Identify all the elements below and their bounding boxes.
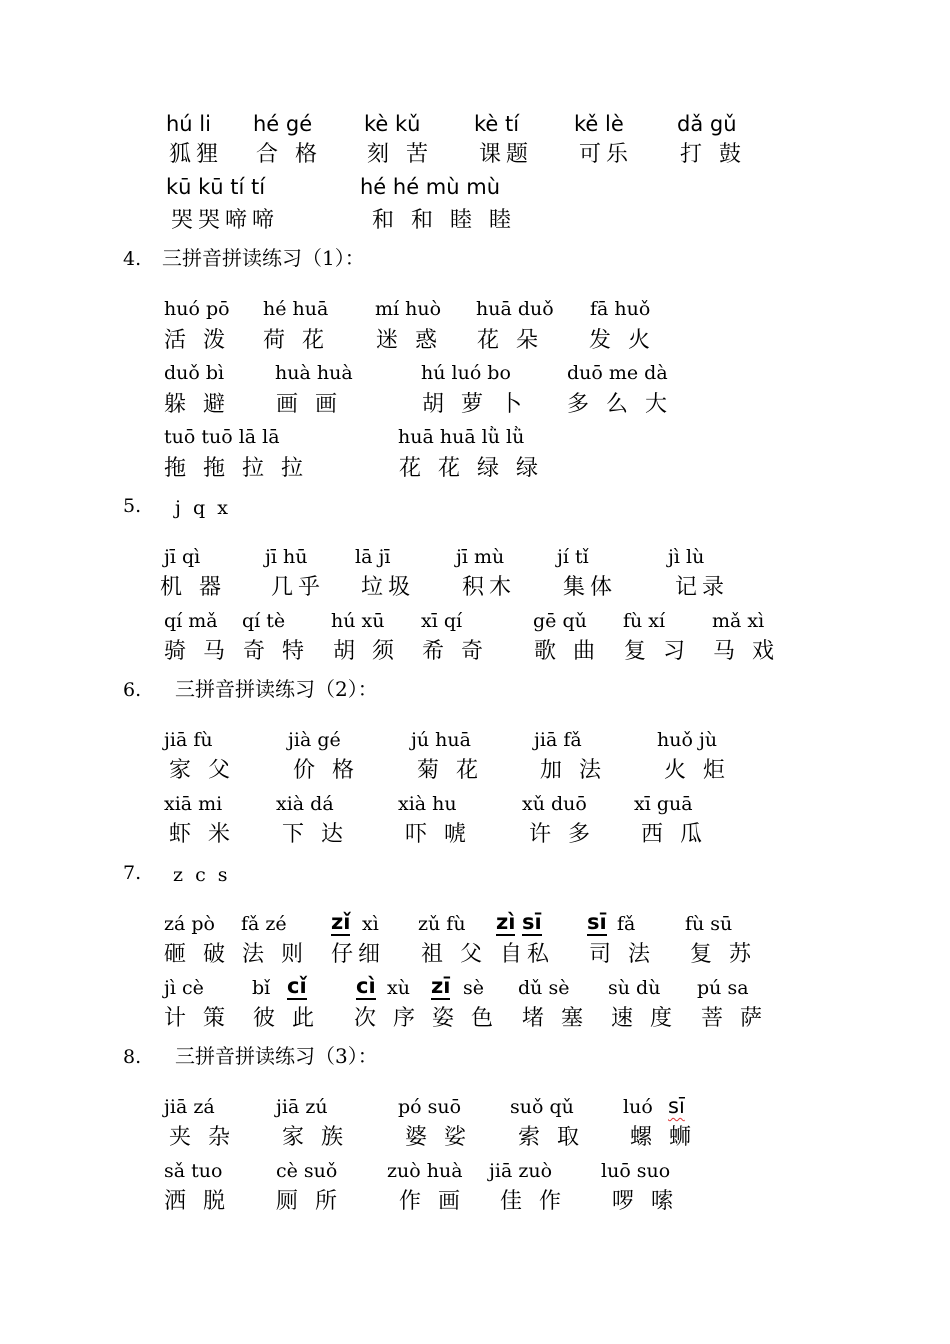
pinyin-underlined: sī xyxy=(522,910,542,934)
hanzi: 夹 杂 xyxy=(169,1125,235,1150)
pinyin: kū kū tí tí xyxy=(166,175,266,199)
hanzi: 姿 色 xyxy=(432,1006,498,1031)
hanzi: 仔细 xyxy=(331,942,386,967)
hanzi: 活 泼 xyxy=(164,328,230,353)
hanzi: 垃圾 xyxy=(361,575,416,600)
hanzi: 机 器 xyxy=(160,575,226,600)
hanzi: 堵 塞 xyxy=(522,1006,588,1031)
pinyin: xī qí xyxy=(421,610,463,632)
section-number: 8. xyxy=(123,1046,142,1068)
pinyin: huā duǒ xyxy=(476,298,554,320)
pinyin-underlined: cǐ xyxy=(287,974,307,998)
hanzi: 加 法 xyxy=(540,758,606,783)
pinyin: bǐ xyxy=(252,977,271,999)
pinyin: jià gé xyxy=(288,729,341,751)
pinyin-marked: sī xyxy=(668,1094,685,1118)
pinyin: huó pō xyxy=(164,298,230,320)
hanzi: 迷 惑 xyxy=(376,328,442,353)
pinyin: jī qì xyxy=(164,546,201,568)
hanzi: 螺 蛳 xyxy=(630,1125,696,1150)
pinyin: qí mǎ xyxy=(164,610,218,632)
pinyin: xǔ duō xyxy=(522,793,587,815)
pinyin: pó suō xyxy=(398,1096,462,1118)
hanzi: 合 格 xyxy=(256,142,322,167)
pinyin: hé gé xyxy=(253,112,313,136)
pinyin: hé huā xyxy=(263,298,329,320)
hanzi: 速 度 xyxy=(611,1006,677,1031)
pinyin-underlined: sī xyxy=(587,910,607,934)
hanzi: 火 炬 xyxy=(664,758,730,783)
section-title: 三拼音拼读练习（2）： xyxy=(175,677,378,701)
hanzi: 希 奇 xyxy=(422,639,488,664)
pinyin: xī guā xyxy=(634,793,693,815)
hanzi: 和 和 睦 睦 xyxy=(372,208,516,233)
section-number: 7. xyxy=(123,862,142,884)
hanzi: 骑 马 xyxy=(164,639,230,664)
hanzi: 多 么 大 xyxy=(567,392,672,417)
pinyin: dǎ gǔ xyxy=(677,112,737,136)
hanzi: 菊 花 xyxy=(417,758,483,783)
pinyin: zuò huà xyxy=(387,1160,463,1182)
hanzi: 祖 父 xyxy=(421,942,487,967)
pinyin: fǎ xyxy=(617,913,636,935)
hanzi: 次 序 xyxy=(354,1006,420,1031)
hanzi: 狐狸 xyxy=(169,142,224,167)
pinyin: fā huǒ xyxy=(590,298,651,320)
hanzi: 胡 须 xyxy=(333,639,399,664)
pinyin: fǎ zé xyxy=(241,913,287,935)
hanzi: 自私 xyxy=(500,942,555,967)
hanzi: 婆 娑 xyxy=(405,1125,471,1150)
hanzi: 家 父 xyxy=(169,758,235,783)
pinyin: kě lè xyxy=(574,112,624,136)
hanzi: 发 火 xyxy=(589,328,655,353)
hanzi: 花 朵 xyxy=(477,328,543,353)
pinyin: jú huā xyxy=(411,729,471,751)
pinyin-underlined: zǐ xyxy=(331,910,351,934)
hanzi: 可乐 xyxy=(579,142,634,167)
hanzi: 马 戏 xyxy=(713,639,779,664)
hanzi: 课题 xyxy=(479,142,534,167)
pinyin: xù xyxy=(387,977,410,999)
pinyin: duǒ bì xyxy=(164,362,225,384)
hanzi: 司 法 xyxy=(589,942,655,967)
pinyin: xì xyxy=(362,913,379,935)
hanzi: 菩 萨 xyxy=(701,1006,767,1031)
hanzi: 许 多 xyxy=(529,822,595,847)
pinyin: huā huā lǜ lǜ xyxy=(398,426,525,448)
pinyin: zá pò xyxy=(164,913,215,935)
section-title: z c s xyxy=(173,864,228,886)
hanzi: 记录 xyxy=(675,575,730,600)
pinyin: sǎ tuo xyxy=(164,1160,223,1182)
pinyin: jiā zuò xyxy=(489,1160,553,1182)
pinyin: mǎ xì xyxy=(712,610,765,632)
section-title: 三拼音拼读练习（3）： xyxy=(175,1044,378,1068)
pinyin: jì cè xyxy=(164,977,204,999)
hanzi: 啰 嗦 xyxy=(612,1189,678,1214)
hanzi: 奇 特 xyxy=(243,639,309,664)
pinyin: hú li xyxy=(166,112,211,136)
hanzi: 花 花 绿 绿 xyxy=(399,456,543,481)
pinyin: hú luó bo xyxy=(421,362,511,384)
pinyin: duō me dà xyxy=(567,362,668,384)
pinyin-underlined: zī xyxy=(431,974,451,998)
pinyin: jì lù xyxy=(668,546,705,568)
pinyin: cè suǒ xyxy=(276,1160,338,1182)
pinyin: hé hé mù mù xyxy=(360,175,501,199)
hanzi: 砸 破 xyxy=(164,942,230,967)
section-number: 5. xyxy=(123,495,142,517)
pinyin: lā jī xyxy=(355,546,391,568)
section-number: 6. xyxy=(123,679,142,701)
hanzi: 打 鼓 xyxy=(680,142,746,167)
pinyin: pú sa xyxy=(697,977,749,999)
hanzi: 荷 花 xyxy=(263,328,329,353)
hanzi: 法 则 xyxy=(242,942,308,967)
hanzi: 洒 脱 xyxy=(164,1189,230,1214)
hanzi: 积木 xyxy=(462,575,517,600)
pinyin: jí tǐ xyxy=(557,546,589,568)
pinyin: tuō tuō lā lā xyxy=(164,426,280,448)
pinyin: jī hū xyxy=(265,546,308,568)
hanzi: 躲 避 xyxy=(164,392,230,417)
hanzi: 歌 曲 xyxy=(534,639,600,664)
hanzi: 刻 苦 xyxy=(367,142,433,167)
pinyin: jiā zá xyxy=(164,1096,215,1118)
pinyin: sù dù xyxy=(608,977,661,999)
hanzi: 胡 萝 卜 xyxy=(422,392,527,417)
hanzi: 复 习 xyxy=(624,639,690,664)
pinyin: gē qǔ xyxy=(533,610,587,632)
hanzi: 西 瓜 xyxy=(641,822,707,847)
pinyin: jiā fù xyxy=(164,729,213,751)
pinyin: kè kǔ xyxy=(364,112,421,136)
hanzi: 作 画 xyxy=(399,1189,465,1214)
hanzi: 拖 拖 拉 拉 xyxy=(164,456,308,481)
section-number: 4. xyxy=(123,248,142,270)
pinyin: huà huà xyxy=(275,362,353,384)
hanzi: 虾 米 xyxy=(169,822,235,847)
pinyin: luó xyxy=(623,1096,653,1118)
hanzi: 佳 作 xyxy=(500,1189,566,1214)
hanzi: 集体 xyxy=(563,575,618,600)
pinyin: fù sū xyxy=(685,913,733,935)
hanzi: 复 苏 xyxy=(690,942,756,967)
pinyin: luō suo xyxy=(601,1160,671,1182)
hanzi: 几乎 xyxy=(271,575,326,600)
pinyin: kè tí xyxy=(474,112,520,136)
hanzi: 家 族 xyxy=(282,1125,348,1150)
pinyin-underlined: cì xyxy=(356,974,376,998)
hanzi: 价 格 xyxy=(293,758,359,783)
pinyin: xià dá xyxy=(276,793,334,815)
pinyin: zǔ fù xyxy=(418,913,466,935)
pinyin: xiā mi xyxy=(164,793,223,815)
hanzi: 画 画 xyxy=(276,392,342,417)
section-title: j q x xyxy=(175,497,228,519)
pinyin: mí huò xyxy=(375,298,442,320)
pinyin: suǒ qǔ xyxy=(510,1096,574,1118)
pinyin: xià hu xyxy=(398,793,457,815)
hanzi: 厕 所 xyxy=(276,1189,342,1214)
pinyin: jiā zú xyxy=(276,1096,328,1118)
hanzi: 哭哭啼啼 xyxy=(171,208,280,233)
pinyin: fù xí xyxy=(623,610,666,632)
hanzi: 彼 此 xyxy=(253,1006,319,1031)
hanzi: 计 策 xyxy=(164,1006,230,1031)
pinyin-underlined: zì xyxy=(496,910,516,934)
pinyin: dǔ sè xyxy=(518,977,570,999)
pinyin: jī mù xyxy=(456,546,505,568)
pinyin: qí tè xyxy=(242,610,286,632)
pinyin: huǒ jù xyxy=(657,729,718,751)
hanzi: 下 达 xyxy=(282,822,348,847)
section-title: 三拼音拼读练习（1）： xyxy=(162,246,365,270)
pinyin: hú xū xyxy=(331,610,385,632)
pinyin: sè xyxy=(463,977,484,999)
hanzi: 吓 唬 xyxy=(405,822,471,847)
pinyin: jiā fǎ xyxy=(534,729,582,751)
hanzi: 索 取 xyxy=(518,1125,584,1150)
